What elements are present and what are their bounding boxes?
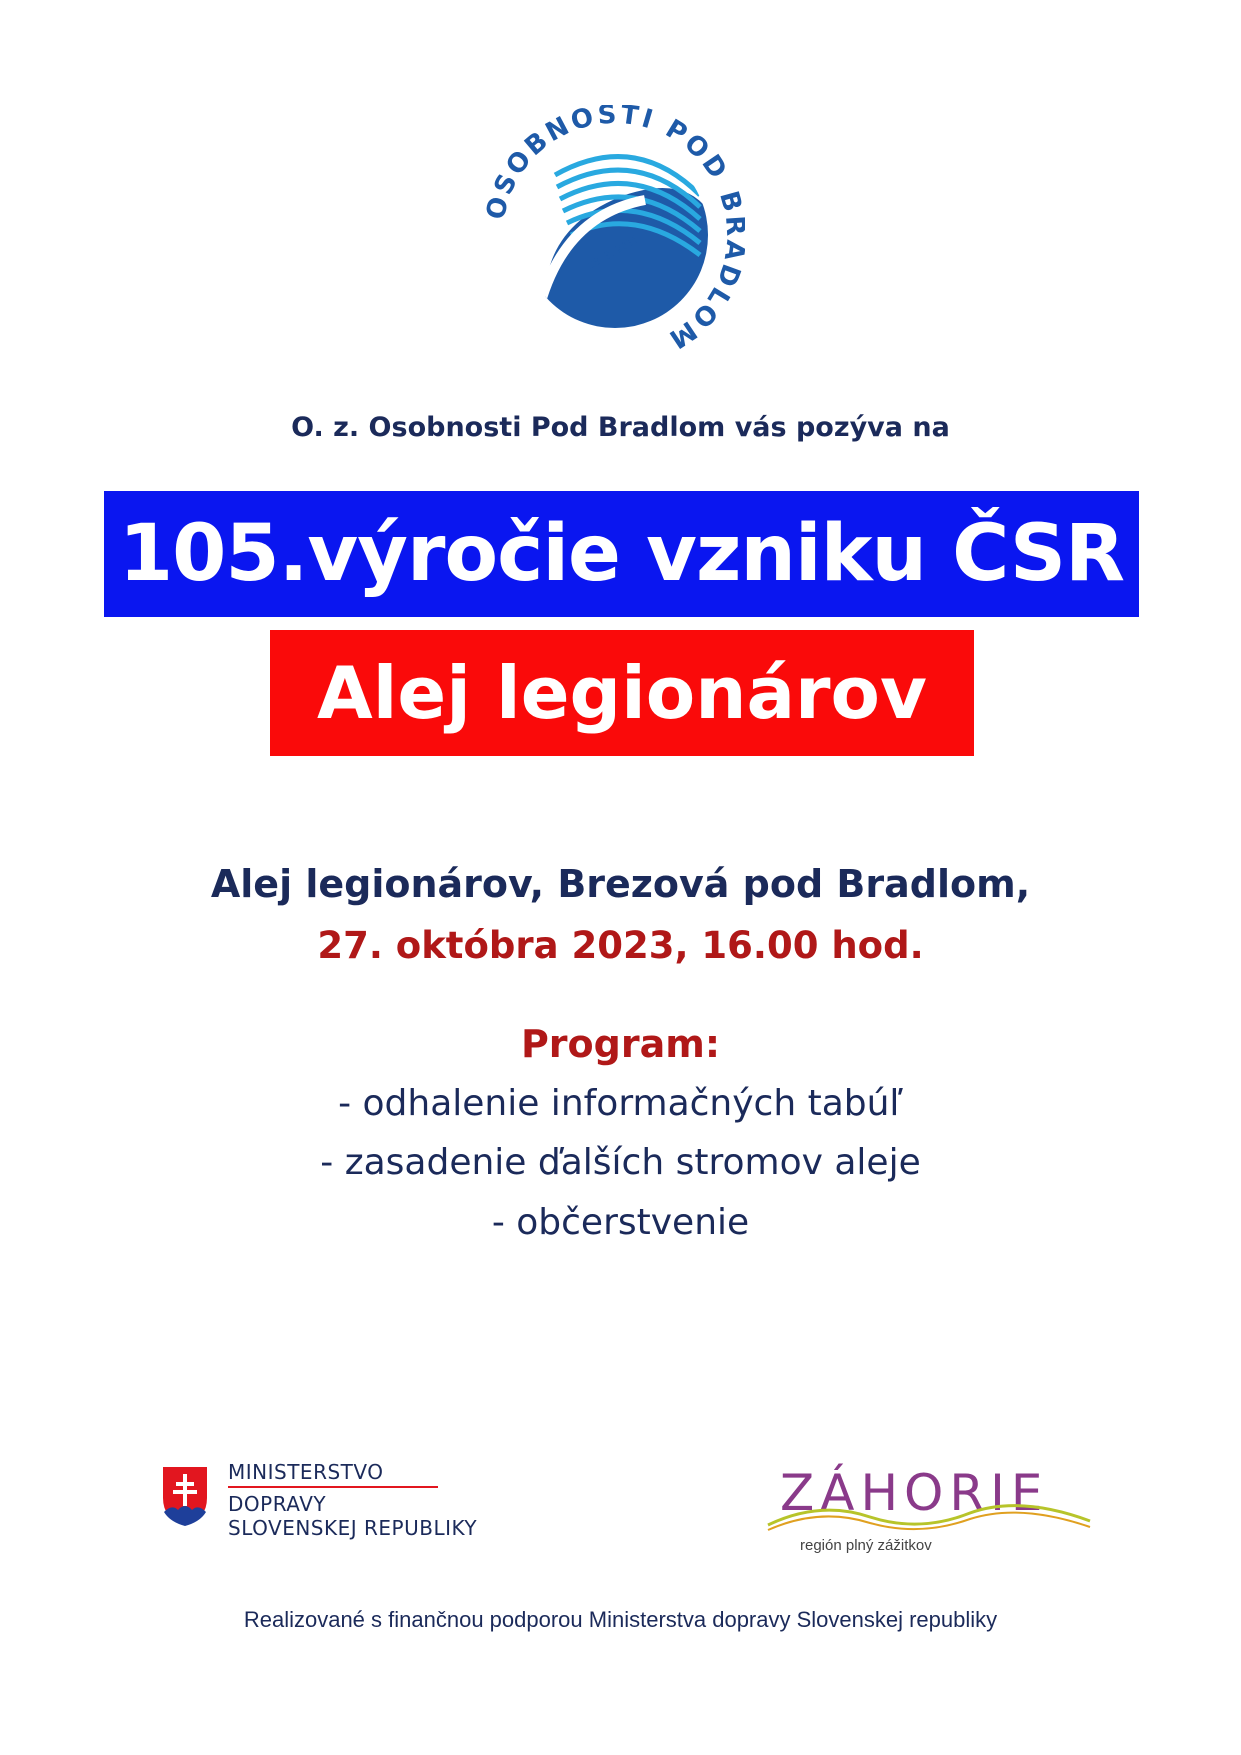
event-date: 27. októbra 2023, 16.00 hod. xyxy=(317,924,924,967)
invitation-line: O. z. Osobnosti Pod Bradlom vás pozýva na xyxy=(291,412,950,443)
program-item: - zasadenie ďalších stromov aleje xyxy=(320,1142,921,1183)
coat-of-arms-icon xyxy=(160,1464,210,1528)
zahorie-logo xyxy=(760,1455,1095,1575)
footer-note: Realizované s finančnou podporou Ministerstva dopravy Slovenskej republiky xyxy=(243,1607,998,1632)
ministry-line3: SLOVENSKEJ REPUBLIKY xyxy=(228,1516,478,1540)
ministry-line2: DOPRAVY xyxy=(228,1492,327,1516)
title-banner: 105.výročie vzniku ČSR xyxy=(104,491,1139,617)
event-place: Alej legionárov, Brezová pod Bradlom, xyxy=(210,862,1031,906)
program-item: - občerstvenie xyxy=(491,1202,750,1243)
ministry-divider xyxy=(228,1486,438,1488)
svg-text:ZÁHORIE: ZÁHORIE xyxy=(780,1464,1049,1522)
program-heading: Program: xyxy=(520,1022,721,1066)
subtitle-banner: Alej legionárov xyxy=(270,630,974,756)
program-item: - odhalenie informačných tabúľ xyxy=(338,1083,903,1124)
ministry-line1: MINISTERSTVO xyxy=(228,1460,384,1484)
organization-logo-graphic xyxy=(485,105,745,365)
zahorie-tagline: región plný zážitkov xyxy=(800,1537,932,1554)
zahorie-wordmark xyxy=(760,1455,1095,1535)
logo-date: 28. 3. 2016 xyxy=(586,233,642,272)
svg-text:OSOBNOSTI POD BRADLOM: SOBNOSTI POD B DLOM xyxy=(488,105,745,356)
organization-logo xyxy=(485,105,745,365)
ministry-logo xyxy=(160,1460,490,1540)
